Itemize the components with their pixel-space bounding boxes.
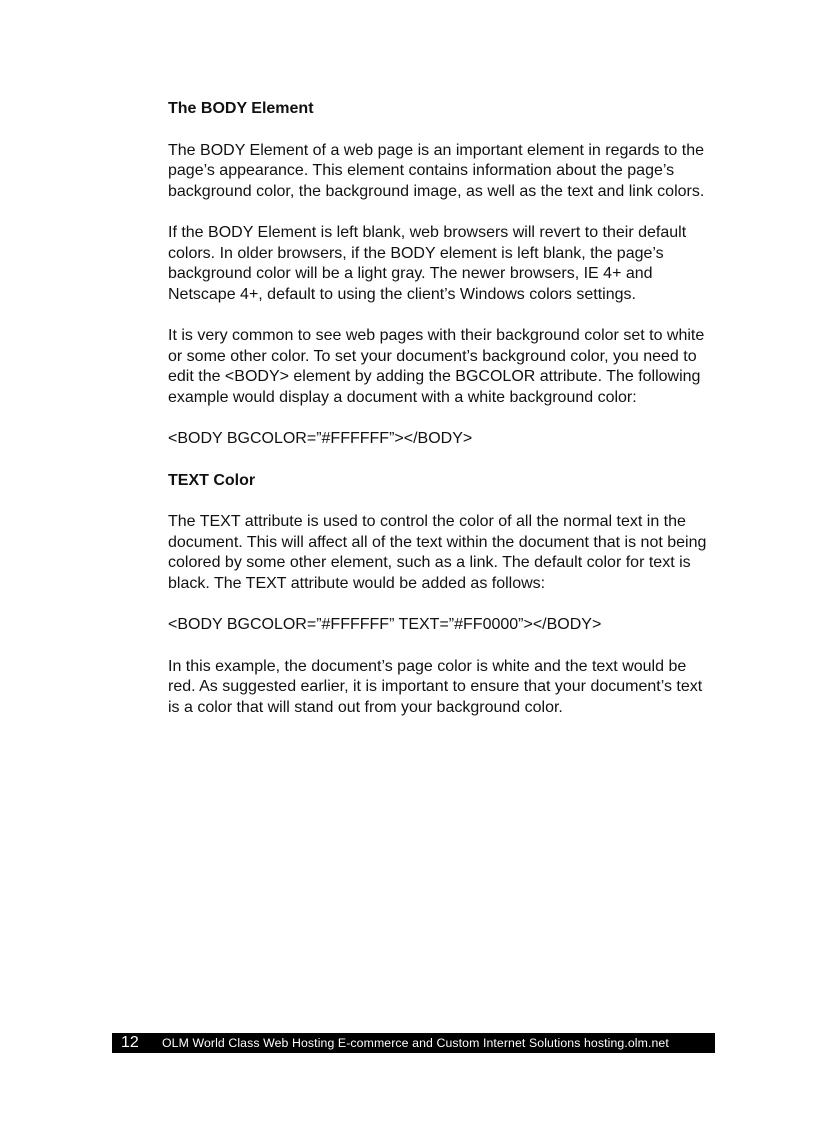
code-example-bgcolor: <BODY BGCOLOR=”#FFFFFF”></BODY>: [168, 430, 473, 447]
paragraph: In this example, the document’s page color is white and the text would be red. As suggested earlier, it is important to ensure that your document’s text is a color that will stand out from your background color.: [168, 657, 703, 716]
paragraph: If the BODY Element is left blank, web browsers will revert to their default colors. In older browsers, if the BODY element is left blank, the page’s background color will be a light gray. The newer browsers, IE 4+ and Netscape 4+, default to using the client’s Windows colors settings.: [168, 224, 687, 303]
paragraph: It is very common to see web pages with their background color set to white or some other color. To set your document’s background color, you need to edit the <BODY> element by adding the BGCOLOR attribute. The following example would display a document with a white background color:: [168, 327, 705, 406]
code-example-text: <BODY BGCOLOR=”#FFFFFF” TEXT=”#FF0000”></BODY>: [168, 616, 602, 633]
section-heading-text-color: TEXT Color: [168, 471, 256, 489]
page-footer: [112, 1033, 715, 1053]
page-number: 12: [121, 1034, 139, 1051]
paragraph: The TEXT attribute is used to control the color of all the normal text in the document. This will affect all of the text within the document that is not being colored by some other element, such as a link. The default color for text is black. The TEXT attribute would be added as follows:: [168, 513, 707, 592]
paragraph: The BODY Element of a web page is an important element in regards to the page’s appearance. This element contains information about the page’s background color, the background image, as well as the text and link colors.: [168, 141, 705, 200]
footer-text: OLM World Class Web Hosting E-commerce and Custom Internet Solutions hosting.olm.net: [162, 1036, 669, 1050]
document-body: [168, 99, 708, 739]
section-heading-body-element: The BODY Element: [168, 100, 314, 117]
